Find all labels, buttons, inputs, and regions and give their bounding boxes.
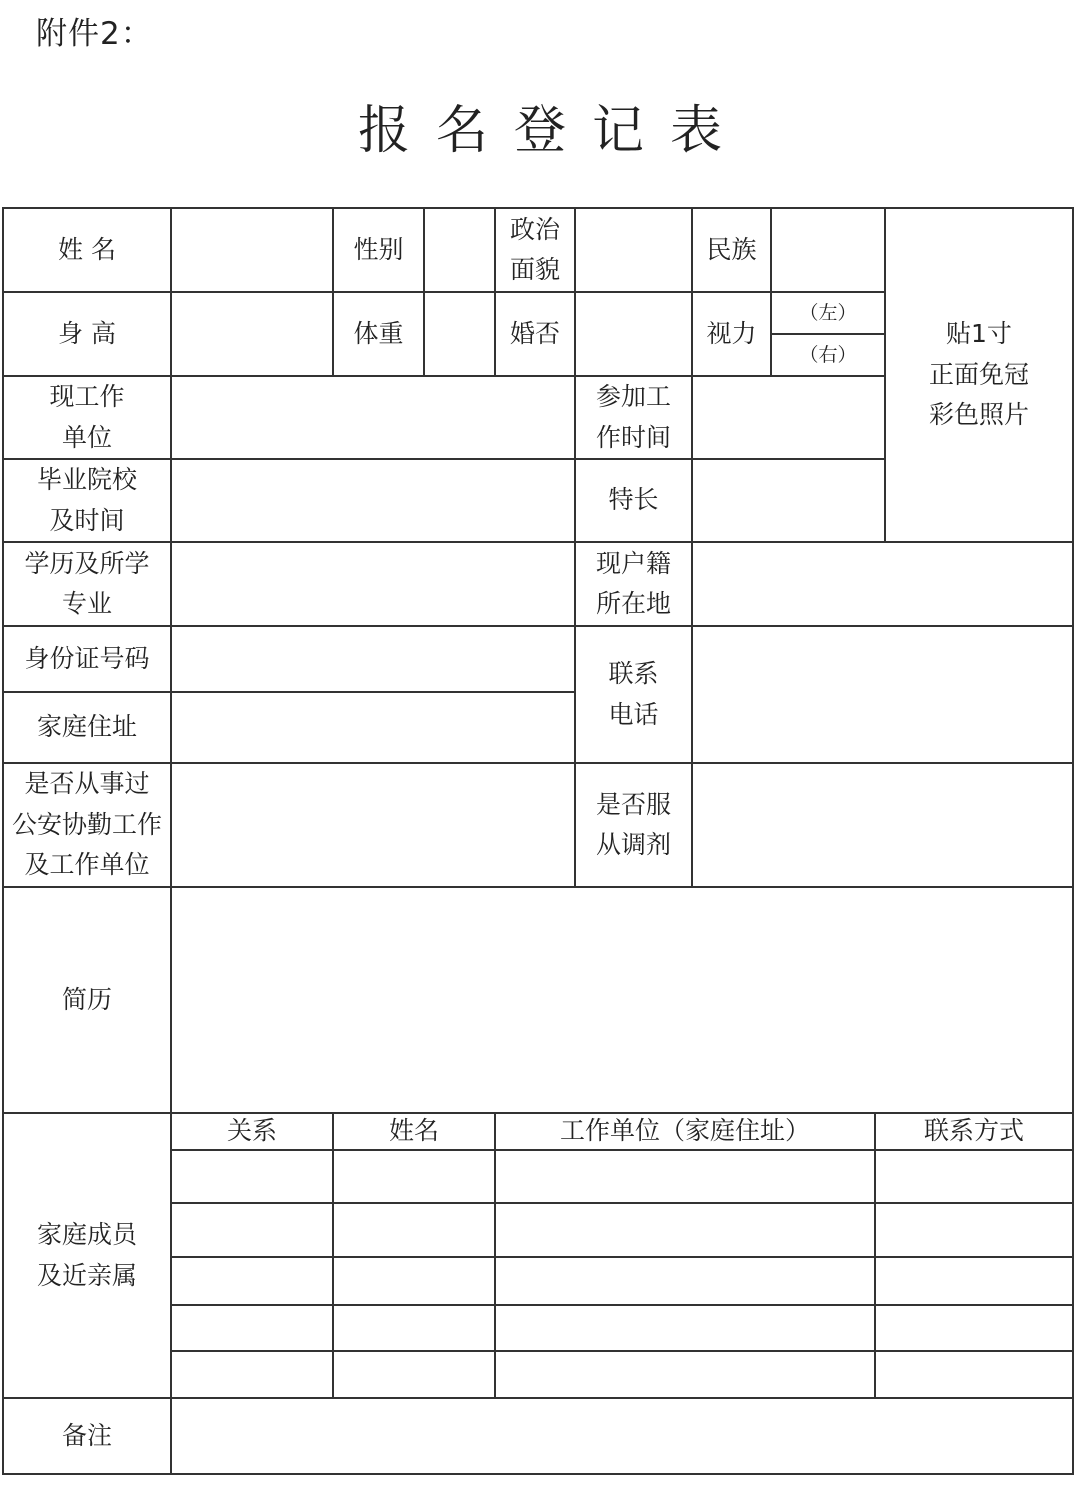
id-number-field[interactable]	[172, 627, 576, 693]
family-work-field[interactable]	[496, 1258, 876, 1306]
gender-field[interactable]	[425, 209, 496, 293]
photo-box[interactable]: 贴1寸 正面免冠 彩色照片	[886, 209, 1072, 543]
label-name: 姓 名	[4, 209, 172, 293]
form-title: 报名登记表	[357, 101, 748, 161]
family-name-field[interactable]	[334, 1151, 496, 1204]
family-name-field[interactable]	[334, 1306, 496, 1352]
label-id-number: 身份证号码	[4, 627, 172, 693]
label-obey-assign: 是否服 从调剂	[576, 764, 693, 888]
label-work-start: 参加工 作时间	[576, 377, 693, 460]
family-relation-field[interactable]	[172, 1352, 334, 1399]
family-relation-field[interactable]	[172, 1151, 334, 1204]
label-gender: 性别	[334, 209, 425, 293]
label-marital: 婚否	[496, 293, 576, 377]
label-hukou: 现户籍 所在地	[576, 543, 693, 627]
label-political: 政治 面貌	[496, 209, 576, 293]
family-work-field[interactable]	[496, 1306, 876, 1352]
family-relation-field[interactable]	[172, 1204, 334, 1258]
label-work-unit: 现工作 单位	[4, 377, 172, 460]
family-work-field[interactable]	[496, 1151, 876, 1204]
family-work-field[interactable]	[496, 1204, 876, 1258]
education-field[interactable]	[172, 543, 576, 627]
marital-field[interactable]	[576, 293, 693, 377]
label-height: 身 高	[4, 293, 172, 377]
family-contact-field[interactable]	[876, 1258, 1072, 1306]
label-vision: 视力	[693, 293, 772, 377]
obey-assign-field[interactable]	[693, 764, 1072, 888]
family-header-name: 姓名	[334, 1114, 496, 1151]
political-field[interactable]	[576, 209, 693, 293]
family-name-field[interactable]	[334, 1352, 496, 1399]
vision-left-field[interactable]: （左）	[772, 293, 886, 335]
label-weight: 体重	[334, 293, 425, 377]
family-name-field[interactable]	[334, 1204, 496, 1258]
graduation-field[interactable]	[172, 460, 576, 543]
family-name-field[interactable]	[334, 1258, 496, 1306]
work-unit-field[interactable]	[172, 377, 576, 460]
label-ethnicity: 民族	[693, 209, 772, 293]
name-field[interactable]	[172, 209, 334, 293]
family-contact-field[interactable]	[876, 1352, 1072, 1399]
ethnicity-field[interactable]	[772, 209, 886, 293]
family-contact-field[interactable]	[876, 1306, 1072, 1352]
label-police-aux: 是否从事过 公安协勤工作 及工作单位	[4, 764, 172, 888]
label-graduation: 毕业院校 及时间	[4, 460, 172, 543]
family-work-field[interactable]	[496, 1352, 876, 1399]
attachment-label: 附件2：	[36, 16, 153, 52]
family-header-relation: 关系	[172, 1114, 334, 1151]
work-start-field[interactable]	[693, 377, 886, 460]
police-aux-field[interactable]	[172, 764, 576, 888]
family-contact-field[interactable]	[876, 1204, 1072, 1258]
family-relation-field[interactable]	[172, 1258, 334, 1306]
family-header-work: 工作单位（家庭住址）	[496, 1114, 876, 1151]
label-family: 家庭成员 及近亲属	[4, 1114, 172, 1399]
label-specialty: 特长	[576, 460, 693, 543]
phone-field[interactable]	[693, 627, 1072, 764]
label-education: 学历及所学 专业	[4, 543, 172, 627]
label-remarks: 备注	[4, 1399, 172, 1473]
hukou-field[interactable]	[693, 543, 1072, 627]
family-header-contact: 联系方式	[876, 1114, 1072, 1151]
vision-right-field[interactable]: （右）	[772, 335, 886, 377]
family-relation-field[interactable]	[172, 1306, 334, 1352]
label-resume: 简历	[4, 888, 172, 1114]
remarks-field[interactable]	[172, 1399, 1072, 1473]
registration-form	[2, 207, 1074, 1475]
height-field[interactable]	[172, 293, 334, 377]
specialty-field[interactable]	[693, 460, 886, 543]
label-home-address: 家庭住址	[4, 693, 172, 764]
label-phone: 联系 电话	[576, 627, 693, 764]
home-address-field[interactable]	[172, 693, 576, 764]
family-contact-field[interactable]	[876, 1151, 1072, 1204]
resume-field[interactable]	[172, 888, 1072, 1114]
weight-field[interactable]	[425, 293, 496, 377]
